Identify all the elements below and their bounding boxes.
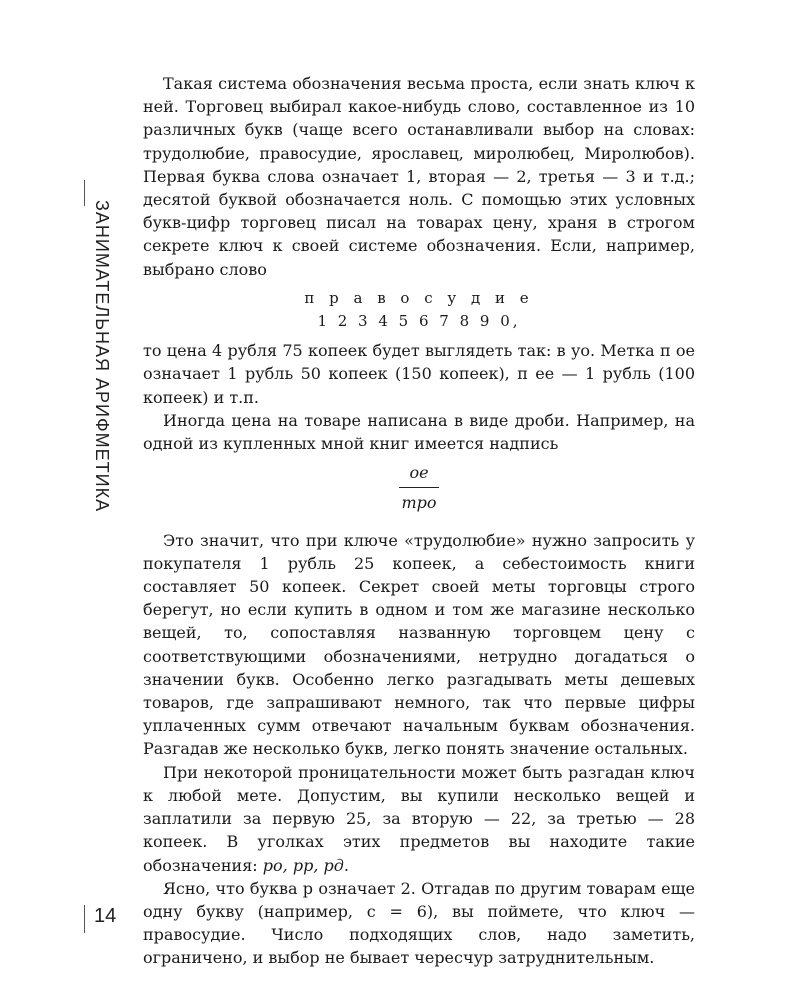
- paragraph-1: Такая система обозначения весьма проста, если знать ключ к ней. Торговец выбирал какое-нибудь слово, составленное из 10 различных букв (чаще всего останавливали выбор на словах: трудолюбие, правосудие, ярославец, миролюбец, Миролюбов). Первая буква слова означает 1, вторая — 2, третья — 3 и т.д.; десятой буквой обозначается ноль. С помощью этих условных букв-цифр торговец писал на товарах цену, храня в строгом секрете ключ к своей системе обозначения. Если, например, выбрано слово: [143, 74, 695, 279]
- paragraph-5-text: При некоторой проницательности может быть разгадан ключ к любой мете. Допустим, вы купили несколько вещей и заплатили за первую 25, за вторую — 22, за третью — 28 копеек. В уголках этих предметов вы находите такие обозначения:: [143, 762, 695, 875]
- fraction-denominator: тро: [401, 493, 437, 513]
- paragraph-5-marks: ро, рр, рд.: [262, 855, 349, 875]
- paragraph-6: Ясно, что буква р означает 2. Отгадав по другим товарам еще одну букву (например, с = 6), вы поймете, что ключ — правосудие. Число подходящих слов, надо заметить, ограничено, и выбор не бывает чересчур затруднительным.: [143, 878, 695, 968]
- paragraph-4: Это значит, что при ключе «трудолюбие» нужно запросить у покупателя 1 рубль 25 копеек, а себестоимость книги составляет 50 копеек. Секрет своей меты торговцы строго берегут, но если купить в одном и том же магазине несколько вещей, то, сопоставляя названную торговцем цену с соответствующими обозначениями, нетрудно догадаться о значении букв. Особенно легко разгадывать меты дешевых товаров, где запрашивают немного, так что первые цифры уплаченных сумм отвечают начальным буквам обозначения. Разгадав же несколько букв, легко понять значение остальных.: [143, 530, 695, 759]
- fraction-bar: [399, 487, 439, 488]
- key-letters: п р а в о с у д и е: [304, 288, 534, 307]
- paragraph-2: то цена 4 рубля 75 копеек будет выглядеть так: в уо. Метка п ое означает 1 рубль 50 копеек (150 копеек), п ее — 1 рубль (100 копеек) и т.п.: [143, 341, 695, 407]
- page-number: 14: [94, 905, 117, 927]
- fraction-numerator: ое: [409, 463, 429, 483]
- price-fraction: [143, 461, 695, 514]
- paragraph-5: [143, 761, 695, 877]
- key-word-block: [143, 287, 695, 333]
- key-digits: 1 2 3 4 5 6 7 8 9 0,: [317, 312, 521, 331]
- paragraph-3: Иногда цена на товаре написана в виде дроби. Например, на одной из купленных мной книг имеется надпись: [143, 410, 695, 454]
- side-divider: [84, 180, 85, 206]
- page-number-divider: [84, 905, 85, 933]
- running-head-title: ЗАНИМАТЕЛЬНАЯ АРИФМЕТИКА: [92, 200, 112, 513]
- body-text: [143, 72, 695, 970]
